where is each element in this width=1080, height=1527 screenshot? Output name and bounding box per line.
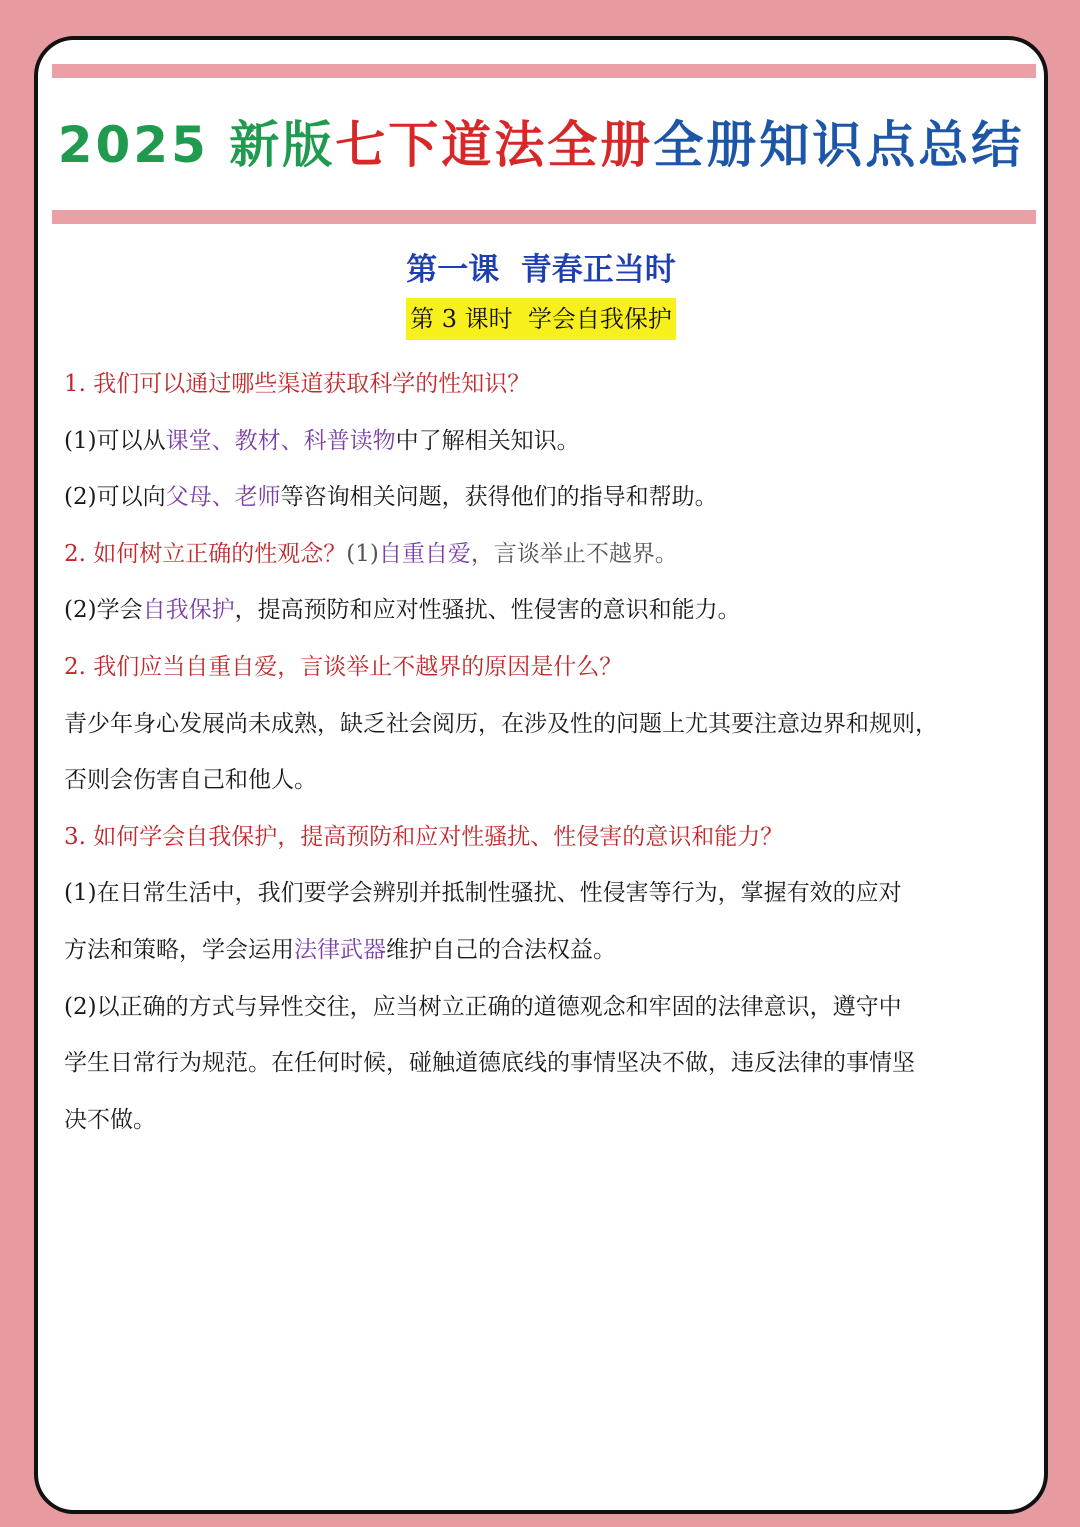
keyword: 课堂、教材、科普读物 [165, 427, 396, 454]
text: (1) [346, 540, 379, 567]
text: 维护自己的合法权益。 [386, 936, 616, 963]
top-divider-band [52, 64, 1036, 78]
question-text: 2. 如何树立正确的性观念？ [64, 540, 347, 567]
title-part-summary: 全册知识点总结 [653, 116, 1025, 174]
keyword: 自重自爱 [378, 540, 471, 567]
answer-3-line-1: 青少年身心发展尚未成熟，缺乏社会阅历，在涉及性的问题上尤其要注意边界和规则， [64, 710, 938, 737]
text: 方法和策略，学会运用 [64, 936, 294, 963]
question-2 [64, 526, 1026, 583]
keyword: 法律武器 [294, 936, 386, 963]
lesson-subtitle: 第 3 课时 学会自我保护 [406, 298, 676, 340]
answer-4-2-line-2: 学生日常行为规范。在任何时候，碰触道德底线的事情坚决不做，违反法律的事情坚 [64, 1050, 915, 1077]
text: 等咨询相关问题，获得他们的指导和帮助。 [280, 484, 718, 511]
question-1: 1. 我们可以通过哪些渠道获取科学的性知识？ [64, 371, 531, 397]
keyword: 自我保护 [142, 597, 235, 624]
title-part-year: 2025 新版 [57, 116, 336, 174]
answer-2-2 [64, 582, 1026, 639]
text: 中了解相关知识。 [395, 427, 580, 454]
bottom-divider-band [52, 210, 1036, 224]
content-body [64, 356, 1026, 1148]
answer-1-2 [64, 469, 1026, 526]
lesson-subtitle-wrap [38, 298, 1044, 340]
text: (1)可以从 [64, 427, 166, 454]
answer-3-line-2: 否则会伤害自己和他人。 [64, 767, 317, 794]
keyword: 父母、老师 [165, 484, 281, 511]
answer-4-1-line-1: (1)在日常生活中，我们要学会辨别并抵制性骚扰、性侵害等行为，掌握有效的应对 [64, 880, 902, 907]
answer-1-1 [64, 413, 1026, 470]
text: (2)学会 [64, 597, 143, 624]
answer-4-2-line-3: 决不做。 [64, 1106, 156, 1133]
text: ，言谈举止不越界。 [470, 540, 678, 567]
lesson-title: 第一课 青春正当时 [406, 252, 676, 288]
main-title [38, 110, 1044, 180]
question-4: 3. 如何学会自我保护，提高预防和应对性骚扰、性侵害的意识和能力？ [64, 823, 784, 850]
text: ，提高预防和应对性骚扰、性侵害的意识和能力。 [234, 597, 741, 624]
question-3: 2. 我们应当自重自爱，言谈举止不越界的原因是什么？ [64, 653, 623, 680]
text: (2)可以向 [64, 484, 166, 511]
answer-4-1-line-2 [64, 922, 1026, 979]
answer-4-2-line-1: (2)以正确的方式与异性交往，应当树立正确的道德观念和牢固的法律意识，遵守中 [64, 993, 902, 1020]
document-card [34, 36, 1048, 1514]
title-part-course: 七下道法全册 [335, 116, 654, 174]
